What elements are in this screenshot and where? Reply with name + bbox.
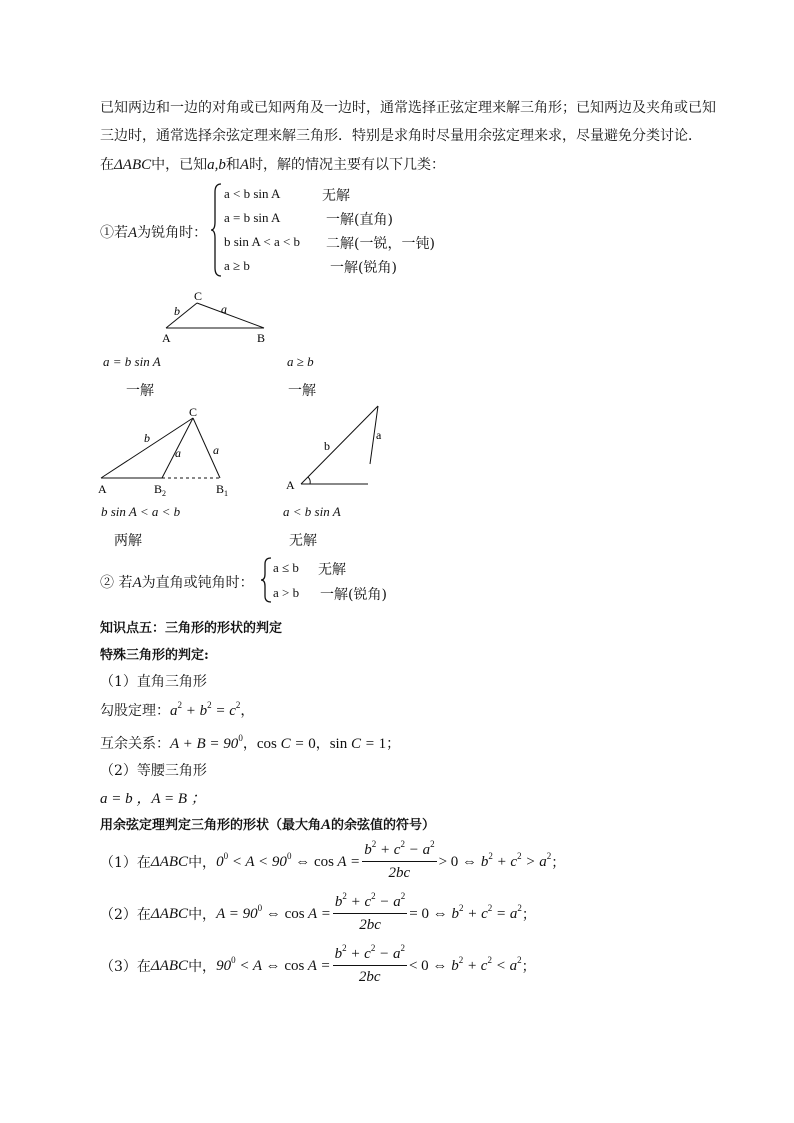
figure-no-solution-triangle xyxy=(284,402,389,494)
fig4-condition: a < b sin A xyxy=(283,504,341,519)
figure-one-solution-triangle xyxy=(155,285,275,347)
pythagoras-line: 勾股定理：$a^2 + b^2 = c^2$， xyxy=(100,700,255,719)
fig3-result: 两解 xyxy=(114,533,142,549)
fig3-vertex-b2: $B_2$ xyxy=(154,482,167,496)
fig3-vertex-a: A xyxy=(98,482,107,496)
complement-line: 互余关系：$A + B = 90^0$，cos C = 0，sin C = 1； xyxy=(100,733,401,752)
obtuse-brace xyxy=(260,556,274,604)
obtuse-case-1-cond: a ≤ b xyxy=(273,560,299,575)
cosine-criterion-obtuse: （3） 在 ΔABC 中， $90^0 < A$ ⇔ cos A = $\frac{b^2 + c^2 - a^2}{2bc}$ < 0 ⇔ $b^2 + c^2 < a^2$ ； xyxy=(100,943,536,985)
cosine-criterion-right: （2） 在 ΔABC 中， $A = 90^0$ ⇔ cos A = $\frac{b^2 + c^2 - a^2}{2bc}$ = 0 ⇔ $b^2 + c^2 = a^2$ ； xyxy=(100,891,536,933)
acute-case-3-cond: b sin A < a < b xyxy=(224,234,301,249)
isosceles-condition: a = b ，A = B ； xyxy=(100,791,206,807)
acute-case-1-result: 无解 xyxy=(322,188,350,204)
fig2-result: 一解 xyxy=(288,383,316,399)
fig1-side-a: a xyxy=(221,302,227,316)
cosine-shape-heading: 用余弦定理判定三角形的形状（最大角A的余弦值的符号） xyxy=(100,817,436,833)
fig3-condition: b sin A < a < b xyxy=(101,504,181,519)
acute-case-2-result: 一解(直角) xyxy=(326,212,393,228)
isosceles-title: （2）等腰三角形 xyxy=(100,763,207,779)
obtuse-case-1-result: 无解 xyxy=(318,562,346,578)
fig4-side-a: a xyxy=(376,428,382,442)
fig3-side-a-outer: a xyxy=(213,443,219,457)
fig4-side-b: b xyxy=(324,439,330,453)
acute-case-1-cond: a < b sin A xyxy=(224,186,281,201)
obtuse-case-2-result: 一解(锐角) xyxy=(320,587,387,603)
fig3-side-b: b xyxy=(144,431,150,445)
acute-case-2-cond: a = b sin A xyxy=(224,210,281,225)
fig3-side-a-inner: a xyxy=(175,446,181,460)
cosine-criterion-acute: （1） 在 ΔABC 中， $0^0 < A < 90^0$ ⇔ cos A = $\frac{b^2 + c^2 - a^2}{2bc}$ > 0 ⇔ $b^2 + c^2 > a^2$ ； xyxy=(100,839,566,881)
fig1-vertex-c: C xyxy=(194,289,203,303)
obtuse-label: ② 若A为直角或钝角时： xyxy=(100,575,254,591)
acute-brace xyxy=(210,182,224,278)
right-triangle-title: （1）直角三角形 xyxy=(100,674,207,690)
cases-intro: 在ΔABC中，已知a,b和A时，解的情况主要有以下几类： xyxy=(100,157,446,173)
fig3-vertex-c: C xyxy=(189,405,198,419)
fig1-condition: a = b sin A xyxy=(103,354,161,369)
fig1-result: 一解 xyxy=(126,383,154,399)
special-triangles-heading: 特殊三角形的判定: xyxy=(100,648,209,663)
fig4-result: 无解 xyxy=(289,533,317,549)
obtuse-case-2-cond: a > b xyxy=(273,585,300,600)
fig2-condition: a ≥ b xyxy=(287,354,314,369)
acute-label: ①若A为锐角时： xyxy=(100,225,208,241)
fig4-vertex-a: A xyxy=(286,478,295,492)
fig1-side-b: b xyxy=(174,304,180,318)
acute-case-4-result: 一解(锐角) xyxy=(330,260,397,276)
intro-line-2: 三边时，通常选择余弦定理来解三角形．特别是求角时尽量用余弦定理来求，尽量避免分类讨论． xyxy=(100,128,702,144)
figure-two-solution-triangle xyxy=(95,404,240,496)
acute-case-4-cond: a ≥ b xyxy=(224,258,250,273)
section5-heading: 知识点五：三角形的形状的判定 xyxy=(100,621,283,636)
intro-line-1: 已知两边和一边的对角或已知两角及一边时，通常选择正弦定理来解三角形；已知两边及夹角或已知 xyxy=(100,100,716,116)
fig3-vertex-b1: $B_1$ xyxy=(216,482,229,496)
fig1-vertex-a: A xyxy=(162,331,171,345)
acute-case-3-result: 二解(一锐，一钝) xyxy=(326,236,435,252)
fig1-vertex-b: B xyxy=(257,331,266,345)
